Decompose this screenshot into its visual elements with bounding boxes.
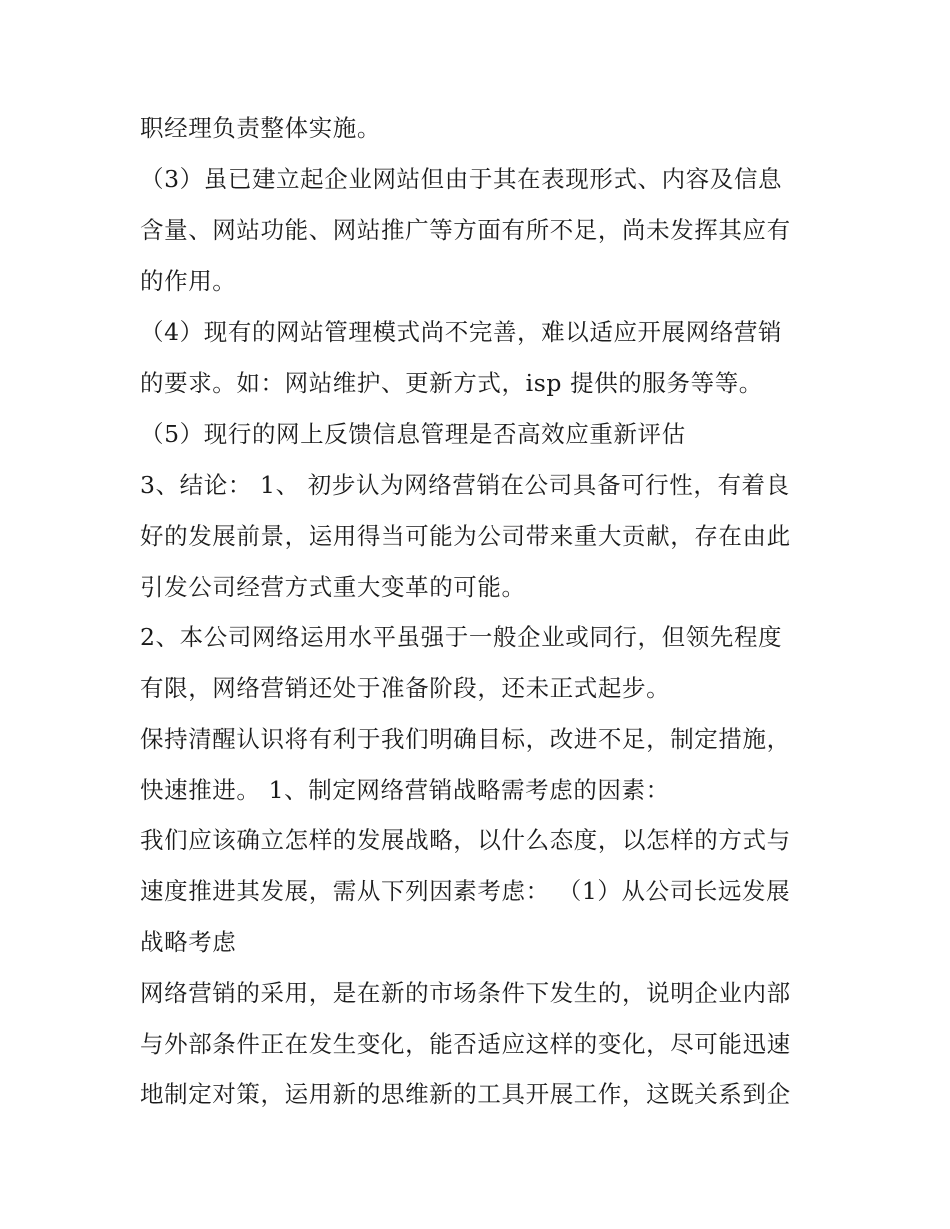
- text-line: 含量、网站功能、网站推广等方面有所不足，尚未发挥其应有: [140, 216, 791, 244]
- text-line: 有限，网络营销还处于准备阶段，还未正式起步。: [140, 674, 671, 702]
- text-line: 引发公司经营方式重大变革的可能。: [140, 573, 526, 601]
- text-line: 职经理负责整体实施。: [140, 114, 381, 142]
- text-line: 2、本公司网络运用水平虽强于一般企业或同行，但领先程度: [140, 623, 783, 651]
- text-line: 战略考虑: [140, 928, 237, 956]
- text-line: 速度推进其发展，需从下列因素考虑： （1）从公司长远发展: [140, 877, 791, 905]
- text-line: 保持清醒认识将有利于我们明确目标，改进不足，制定措施，: [140, 725, 791, 753]
- text-line: 快速推进。 1、制定网络营销战略需考虑的因素：: [140, 776, 670, 804]
- text-line: 好的发展前景，运用得当可能为公司带来重大贡献，存在由此: [140, 522, 791, 550]
- text-line: 的要求。如：网站维护、更新方式，isp 提供的服务等等。: [140, 369, 763, 397]
- text-line: （5）现行的网上反馈信息管理是否高效应重新评估: [140, 420, 686, 448]
- text-line: 网络营销的采用，是在新的市场条件下发生的，说明企业内部: [140, 979, 791, 1007]
- text-line: 我们应该确立怎样的发展战略，以什么态度，以怎样的方式与: [140, 826, 791, 854]
- text-line: （4）现有的网站管理模式尚不完善，难以适应开展网络营销: [140, 318, 783, 346]
- text-line: 的作用。: [140, 267, 237, 295]
- text-line: 3、结论： 1、 初步认为网络营销在公司具备可行性，有着良: [140, 471, 790, 499]
- text-line: 地制定对策，运用新的思维新的工具开展工作，这既关系到企: [140, 1080, 791, 1108]
- text-line: （3）虽已建立起企业网站但由于其在表现形式、内容及信息: [140, 165, 783, 193]
- text-line: 与外部条件正在发生变化，能否适应这样的变化，尽可能迅速: [140, 1030, 791, 1058]
